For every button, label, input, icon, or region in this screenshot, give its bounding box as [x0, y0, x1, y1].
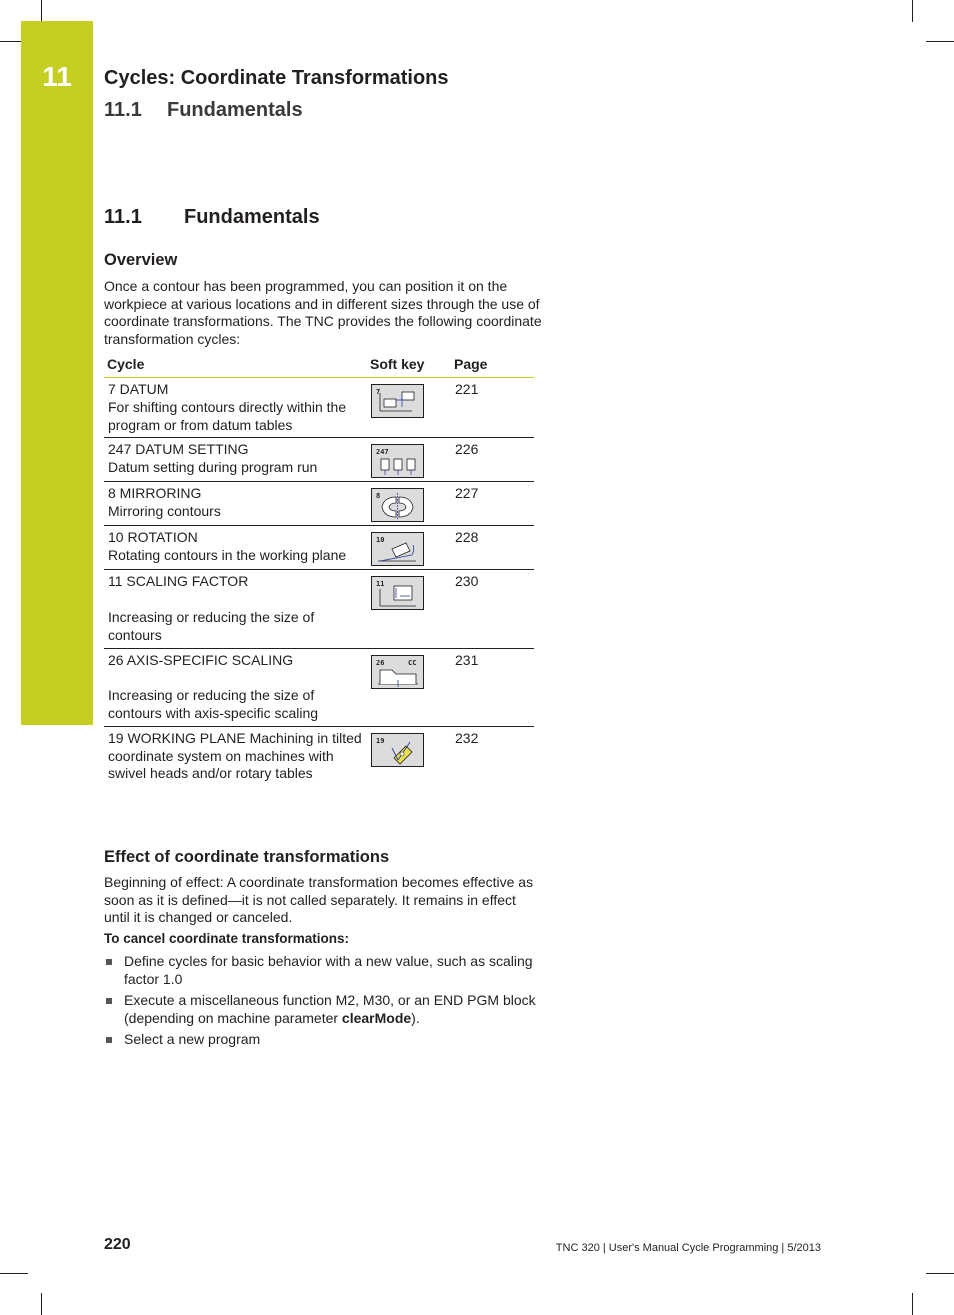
softkey-label-cc: CC	[408, 658, 417, 667]
cycle-cell	[104, 526, 367, 570]
crop-mark	[926, 41, 954, 42]
table-row	[104, 648, 534, 726]
bullet-square-icon	[106, 998, 112, 1004]
list-item-text: Define cycles for basic behavior with a new value, such as scaling factor 1.0	[124, 953, 533, 987]
working-plane-softkey-icon[interactable]	[371, 733, 424, 767]
table-row	[104, 726, 534, 786]
table-row	[104, 482, 534, 526]
softkey-cell	[367, 570, 451, 648]
crop-mark	[926, 1273, 954, 1274]
page-cell: 228	[451, 526, 534, 570]
table-row	[104, 570, 534, 648]
section-heading	[104, 206, 320, 229]
softkey-label: 247	[376, 448, 389, 457]
list-item	[104, 1031, 544, 1049]
cancel-label: To cancel coordinate transformations:	[104, 931, 350, 946]
cycle-name: 11 SCALING FACTOR	[108, 573, 249, 590]
cycle-description: Rotating contours in the working plane	[108, 547, 347, 564]
cycle-name: 8 MIRRORING	[108, 485, 202, 502]
cycle-description: Increasing or reducing the size of contours with axis-specific scaling	[108, 687, 319, 721]
table-row	[104, 438, 534, 482]
cycle-description: Datum setting during program run	[108, 459, 318, 476]
softkey-label: 7	[376, 388, 381, 396]
machine-parameter: clearMode	[341, 1009, 412, 1026]
axis-scaling-softkey-icon[interactable]	[371, 655, 424, 689]
list-item-text: Execute a miscellaneous function M2, M30, or an END PGM block (depending on machine parameter	[124, 992, 536, 1026]
crop-mark	[0, 1273, 28, 1274]
running-header-section-title: Fundamentals	[167, 99, 303, 121]
datum-setting-softkey-icon[interactable]	[371, 444, 424, 478]
cycle-name: 26 AXIS-SPECIFIC SCALING	[108, 651, 294, 668]
cycles-table	[104, 353, 534, 786]
cancel-list	[104, 953, 544, 1053]
section-title: Fundamentals	[184, 206, 320, 228]
column-header-softkey: Soft key	[367, 353, 451, 378]
list-item	[104, 992, 544, 1027]
chapter-title: Cycles: Coordinate Transformations	[104, 67, 449, 89]
softkey-label: 11	[376, 580, 385, 589]
scaling-softkey-icon[interactable]	[371, 576, 424, 610]
running-header-section-number: 11.1	[104, 99, 142, 121]
list-item-text: Select a new program	[124, 1031, 261, 1048]
page-cell: 221	[451, 378, 534, 438]
footer-text: TNC 320 | User's Manual Cycle Programming | 5/2013	[555, 1242, 821, 1254]
table-row	[104, 378, 534, 438]
softkey-cell	[367, 648, 451, 726]
softkey-label: 26	[376, 658, 385, 667]
crop-mark	[912, 0, 913, 22]
section-number: 11.1	[104, 206, 142, 228]
cycle-description: Increasing or reducing the size of contours	[108, 608, 315, 643]
chapter-tab	[21, 21, 93, 725]
cycle-cell	[104, 482, 367, 526]
softkey-cell	[367, 726, 451, 786]
page-cell: 230	[451, 570, 534, 648]
list-item	[104, 953, 544, 988]
cycle-name: 19 WORKING PLANE Machining in tilted coordinate system on machines with swivel heads and/or rotary tables	[108, 729, 362, 782]
rotation-softkey-icon[interactable]	[371, 532, 424, 566]
column-header-page: Page	[451, 353, 534, 378]
softkey-cell	[367, 438, 451, 482]
table-header-row	[104, 353, 534, 378]
cycle-name: 247 DATUM SETTING	[108, 441, 249, 458]
cycle-cell	[104, 726, 367, 786]
page-cell: 232	[455, 729, 479, 746]
softkey-cell	[367, 482, 451, 526]
cycle-description: Mirroring contours	[108, 503, 221, 520]
softkey-cell	[367, 378, 451, 438]
effect-text: Beginning of effect: A coordinate transformation becomes effective as soon as it is defined—it is not called separately. It remains in effect until it is changed or canceled.	[104, 874, 534, 926]
softkey-label: 8	[376, 492, 381, 501]
overview-text: Once a contour has been programmed, you can position it on the workpiece at various locations and in different sizes through the use of coordinate transformations. The TNC provides the following coordinate transformation cycles:	[104, 278, 542, 347]
overview-heading: Overview	[104, 251, 178, 269]
page-number: 220	[104, 1236, 131, 1253]
cycle-name: 10 ROTATION	[108, 529, 198, 546]
running-header-section	[104, 99, 303, 122]
chapter-number: 11	[42, 61, 72, 92]
effect-heading: Effect of coordinate transformations	[104, 848, 390, 866]
cycle-cell	[104, 438, 367, 482]
datum-softkey-icon[interactable]	[371, 384, 424, 418]
cycle-cell	[104, 648, 367, 726]
softkey-label: 10	[376, 536, 385, 545]
bullet-square-icon	[106, 959, 112, 965]
cycle-name: 7 DATUM	[108, 381, 169, 397]
page-cell: 227	[451, 482, 534, 526]
column-header-cycle: Cycle	[104, 353, 367, 378]
page-cell: 226	[451, 438, 534, 482]
page-cell: 231	[451, 648, 534, 726]
crop-mark	[912, 1293, 913, 1315]
cycle-description: For shifting contours directly within the program or from datum tables	[108, 398, 347, 433]
list-item-text-end: ).	[411, 1009, 420, 1026]
softkey-label: 19	[376, 736, 385, 745]
softkey-cell	[367, 526, 451, 570]
crop-mark	[41, 1293, 42, 1315]
crop-mark	[41, 0, 42, 22]
cycle-cell	[104, 378, 367, 438]
cycle-cell	[104, 570, 367, 648]
mirroring-softkey-icon[interactable]	[371, 488, 424, 522]
table-row	[104, 526, 534, 570]
bullet-square-icon	[106, 1037, 112, 1043]
